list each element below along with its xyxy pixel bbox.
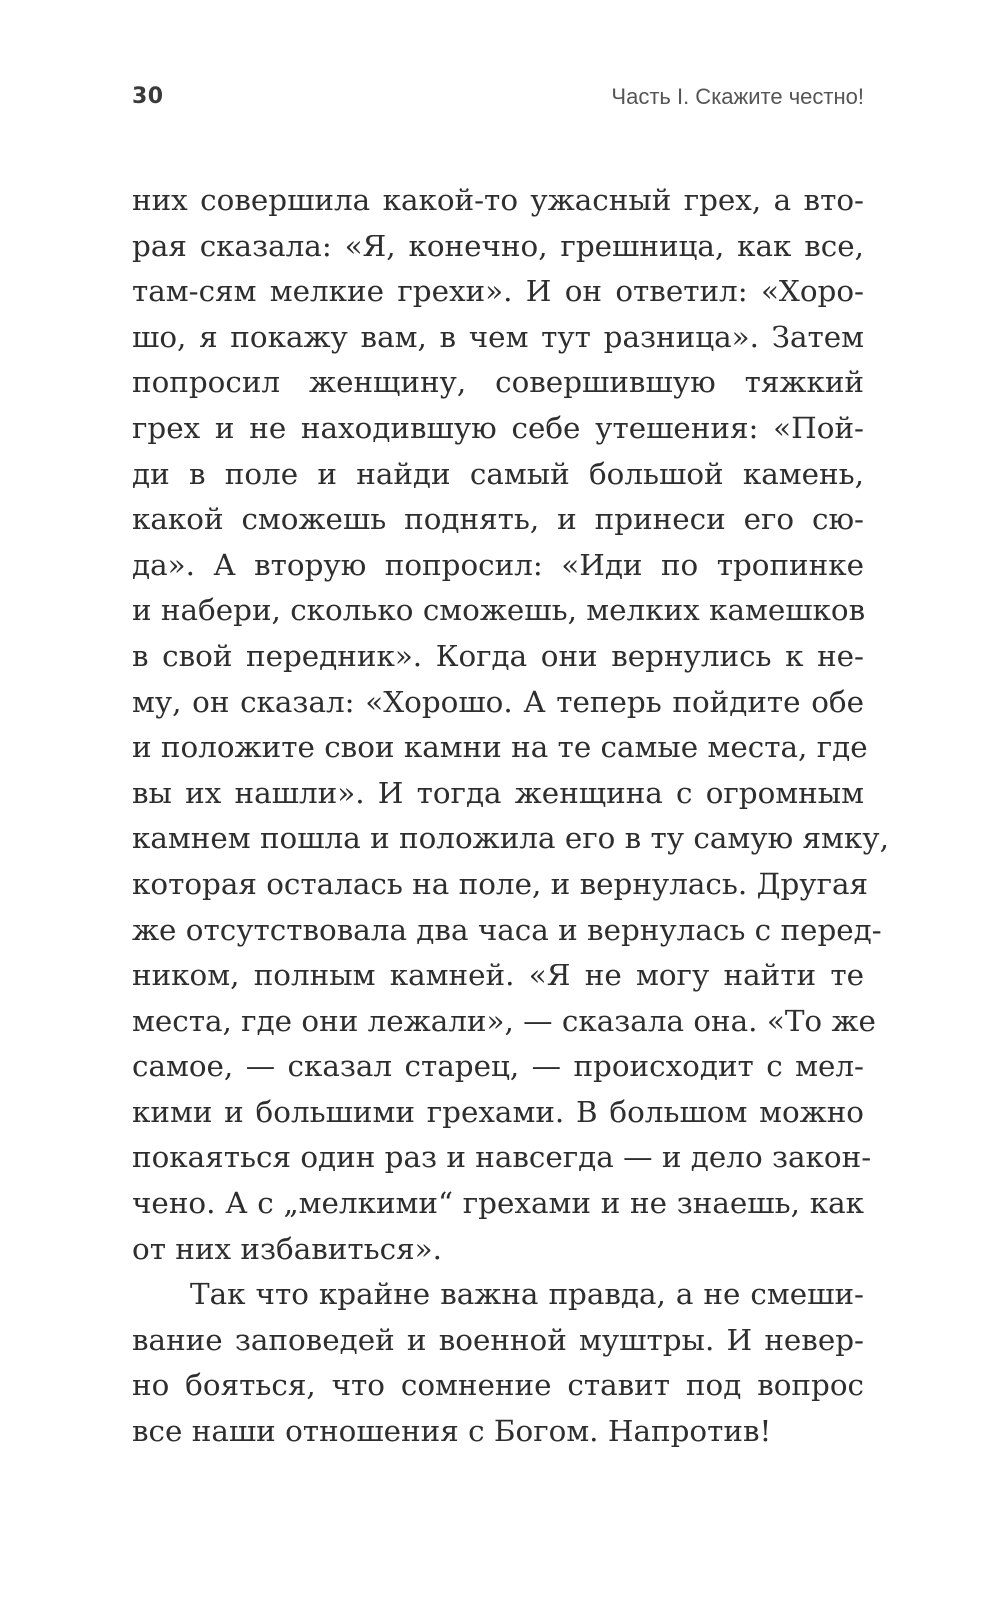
text-line: рая сказала: «Я, конечно, грешница, как все, (132, 228, 864, 263)
text-line: самое, — сказал старец, — происходит с мел- (132, 1049, 864, 1084)
running-head: Часть I. Скажите честно! (611, 84, 864, 109)
text-line: Так что крайне важна правда, а не смеши- (190, 1277, 864, 1312)
text-line: шо, я покажу вам, в чем тут разница». Затем (132, 319, 864, 354)
body-text (132, 178, 889, 1455)
text-line: му, он сказал: «Хорошо. А теперь пойдите обе (132, 684, 864, 719)
page-number: 30 (132, 84, 164, 109)
text-line: чено. А с „мелкими“ грехами и не знаешь, как (132, 1186, 864, 1221)
text-line: грех и не находившую себе утешения: «Пой- (132, 410, 864, 445)
text-line: да». А вторую попросил: «Иди по тропинке (132, 547, 864, 582)
text-line: них совершила какой-то ужасный грех, а вто- (132, 183, 864, 217)
text-line: которая осталась на поле, и вернулась. Другая (132, 866, 869, 901)
text-line: и положите свои камни на те самые места, где (132, 730, 868, 765)
paragraph (132, 1272, 864, 1454)
text-line: места, где они лежали», — сказала она. «То же (132, 1003, 876, 1038)
text-line: кими и большими грехами. В большом можно (132, 1094, 864, 1129)
text-line: камнем пошла и положила его в ту самую ямку, (132, 821, 889, 856)
text-line: все наши отношения с Богом. Напротив! (132, 1414, 772, 1449)
text-line: от них избавиться». (132, 1231, 442, 1266)
text-line: покаяться один раз и навсегда — и дело закон- (132, 1140, 872, 1175)
text-line: но бояться, что сомнение ставит под вопрос (132, 1368, 864, 1403)
text-line: же отсутствовала два часа и вернулась с перед- (132, 912, 882, 947)
text-line: попросил женщину, совершившую тяжкий (132, 365, 864, 400)
text-line: там-сям мелкие грехи». И он ответил: «Хоро- (132, 274, 864, 309)
paragraph (132, 178, 889, 1272)
text-line: вы их нашли». И тогда женщина с огромным (132, 775, 864, 810)
text-line: в свой передник». Когда они вернулись к не- (132, 638, 864, 673)
text-line: ником, полным камней. «Я не могу найти те (132, 958, 864, 993)
page-header (132, 84, 864, 124)
text-line: ди в поле и найди самый большой камень, (132, 456, 864, 491)
text-line: какой сможешь поднять, и принеси его сю- (132, 502, 864, 537)
text-line: и набери, сколько сможешь, мелких камешков (132, 593, 866, 628)
text-line: вание заповедей и военной муштры. И невер- (132, 1322, 864, 1357)
